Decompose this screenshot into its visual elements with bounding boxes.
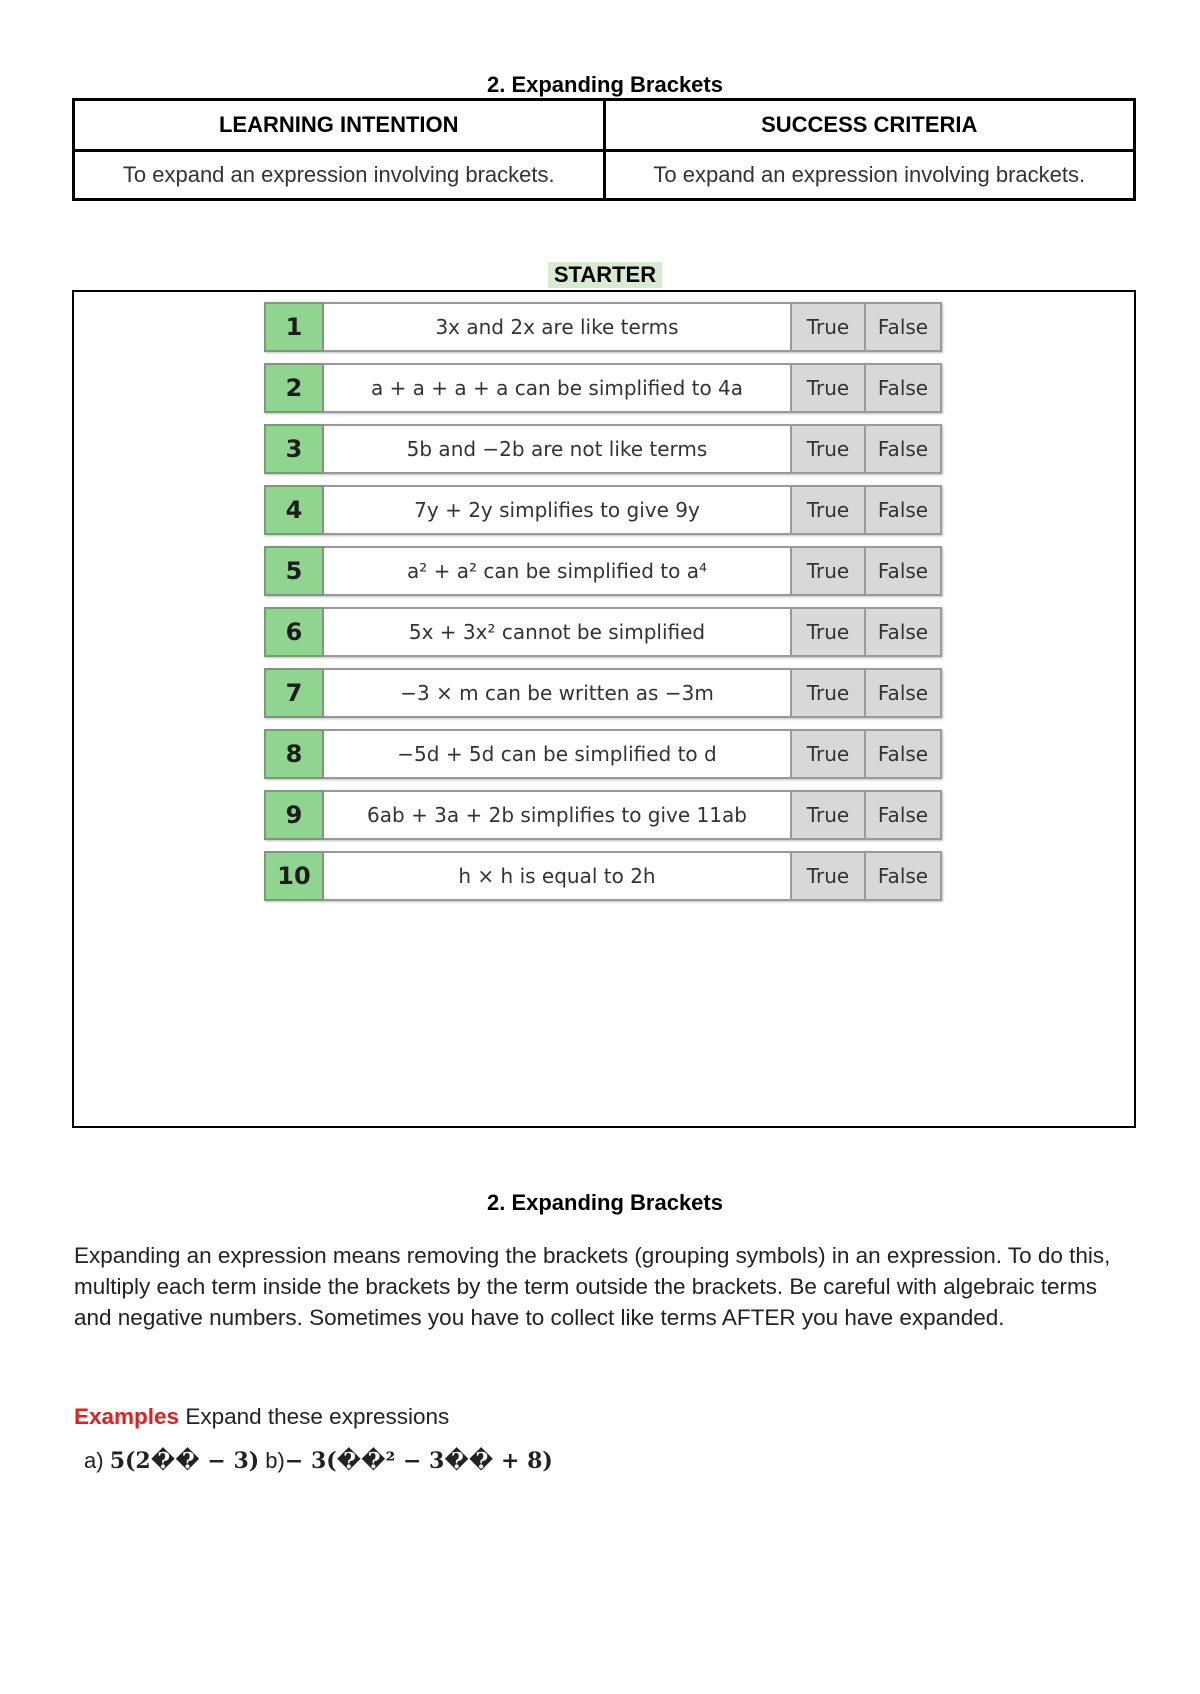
starter-row-number: 1 — [264, 302, 324, 352]
starter-statement: 5x + 3x² cannot be simplified — [324, 607, 790, 657]
page-title: 2. Expanding Brackets — [487, 72, 723, 97]
starter-grid — [264, 302, 942, 912]
learning-intention-cell: To expand an expression involving brackets. — [74, 151, 605, 200]
true-button[interactable]: True — [790, 546, 866, 596]
false-button[interactable]: False — [866, 668, 942, 718]
false-button[interactable]: False — [866, 546, 942, 596]
starter-row-number: 6 — [264, 607, 324, 657]
example-b-expression: − 3(��² − 3�� + 8) — [284, 1448, 553, 1474]
true-button[interactable]: True — [790, 607, 866, 657]
section-title: 2. Expanding Brackets — [487, 1190, 723, 1215]
starter-row — [264, 729, 942, 779]
starter-statement: 5b and −2b are not like terms — [324, 424, 790, 474]
learning-intention-table — [72, 98, 1136, 201]
examples-label: Examples — [74, 1404, 180, 1429]
starter-row — [264, 424, 942, 474]
examples-text: Expand these expressions — [185, 1404, 450, 1429]
examples-line — [74, 1404, 449, 1430]
true-button[interactable]: True — [790, 485, 866, 535]
starter-row-number: 10 — [264, 851, 324, 901]
starter-statement: h × h is equal to 2h — [324, 851, 790, 901]
starter-statement: 7y + 2y simplifies to give 9y — [324, 485, 790, 535]
example-a-expression: 5(2�� − 3) — [109, 1448, 260, 1474]
starter-row — [264, 607, 942, 657]
starter-statement: −5d + 5d can be simplified to d — [324, 729, 790, 779]
false-button[interactable]: False — [866, 302, 942, 352]
true-button[interactable]: True — [790, 302, 866, 352]
false-button[interactable]: False — [866, 851, 942, 901]
example-b-label: b) — [265, 1448, 285, 1473]
explanation-paragraph: Expanding an expression means removing the brackets (grouping symbols) in an expression. To do this, multiply each term inside the brackets by the term outside the brackets. Be careful with algebraic terms and negative numbers. Sometimes you have to collect like terms AFTER you have expanded. — [74, 1243, 1111, 1330]
false-button[interactable]: False — [866, 790, 942, 840]
false-button[interactable]: False — [866, 424, 942, 474]
starter-row — [264, 668, 942, 718]
starter-statement: a² + a² can be simplified to a⁴ — [324, 546, 790, 596]
true-button[interactable]: True — [790, 668, 866, 718]
example-expressions — [84, 1448, 553, 1474]
true-button[interactable]: True — [790, 851, 866, 901]
false-button[interactable]: False — [866, 485, 942, 535]
example-a-label: a) — [84, 1448, 104, 1473]
starter-statement: −3 × m can be written as −3m — [324, 668, 790, 718]
starter-row — [264, 302, 942, 352]
starter-statement: 6ab + 3a + 2b simplifies to give 11ab — [324, 790, 790, 840]
starter-statement: a + a + a + a can be simplified to 4a — [324, 363, 790, 413]
true-button[interactable]: True — [790, 790, 866, 840]
starter-row-number: 9 — [264, 790, 324, 840]
starter-row — [264, 851, 942, 901]
starter-row — [264, 363, 942, 413]
true-button[interactable]: True — [790, 424, 866, 474]
false-button[interactable]: False — [866, 729, 942, 779]
starter-row-number: 3 — [264, 424, 324, 474]
starter-statement: 3x and 2x are like terms — [324, 302, 790, 352]
success-criteria-header: SUCCESS CRITERIA — [604, 100, 1135, 151]
starter-row — [264, 485, 942, 535]
starter-row-number: 2 — [264, 363, 324, 413]
false-button[interactable]: False — [866, 607, 942, 657]
starter-row — [264, 790, 942, 840]
starter-row-number: 7 — [264, 668, 324, 718]
starter-label: STARTER — [548, 262, 662, 288]
starter-row-number: 4 — [264, 485, 324, 535]
false-button[interactable]: False — [866, 363, 942, 413]
learning-intention-header: LEARNING INTENTION — [74, 100, 605, 151]
true-button[interactable]: True — [790, 729, 866, 779]
true-button[interactable]: True — [790, 363, 866, 413]
starter-row-number: 8 — [264, 729, 324, 779]
starter-row-number: 5 — [264, 546, 324, 596]
starter-row — [264, 546, 942, 596]
success-criteria-cell: To expand an expression involving brackets. — [604, 151, 1135, 200]
